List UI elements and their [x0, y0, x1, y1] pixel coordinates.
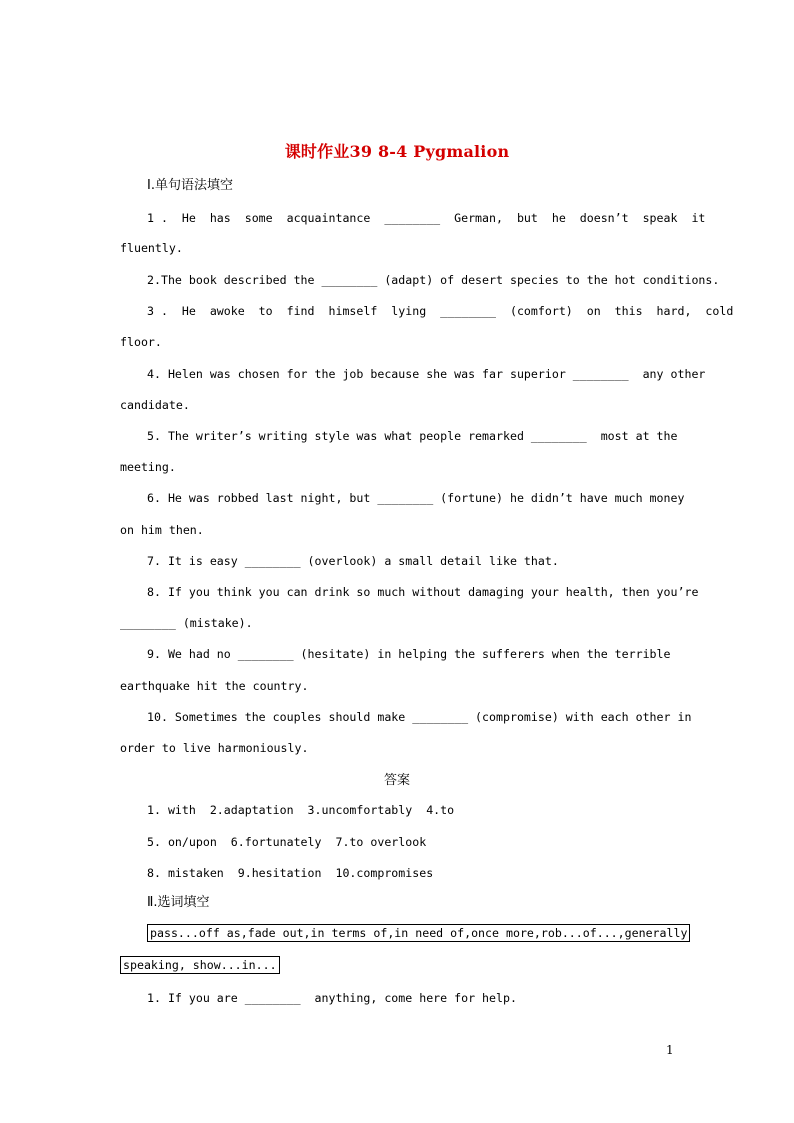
section1-heading: Ⅰ.单句语法填空	[147, 178, 233, 193]
question-line: 8. If you think you can drink so much without damaging your health, then you’re	[147, 585, 699, 599]
question-line: earthquake hit the country.	[120, 679, 309, 693]
question-line: 9. We had no ________ (hesitate) in helping the sufferers when the terrible	[147, 647, 671, 661]
question-line: on him then.	[120, 523, 204, 537]
answer-line: 8. mistaken 9.hesitation 10.compromises	[147, 866, 434, 880]
answer-line: 1. with 2.adaptation 3.uncomfortably 4.to	[147, 803, 455, 817]
question-line: 10. Sometimes the couples should make ________ (compromise) with each other in	[147, 710, 692, 724]
page-number: 1	[666, 1043, 674, 1057]
question-line: 3 . He awoke to find himself lying ________ (comfort) on this hard, cold	[147, 304, 734, 318]
page-title: 课时作业39 8-4 Pygmalion	[284, 142, 510, 161]
word-bank-box: pass...off as,fade out,in terms of,in need of,once more,rob...of...,generally	[147, 924, 690, 942]
word-box-line1	[147, 925, 690, 941]
question-line: candidate.	[120, 398, 190, 412]
question-line: 4. Helen was chosen for the job because she was far superior ________ any other	[147, 367, 706, 381]
question-line: 1 . He has some acquaintance ________ German, but he doesn’t speak it	[147, 211, 706, 225]
section2-heading: Ⅱ.选词填空	[147, 895, 210, 910]
question-line: 2.The book described the ________ (adapt) of desert species to the hot conditions.	[147, 273, 720, 287]
question-line: 6. He was robbed last night, but ________ (fortune) he didn’t have much money	[147, 491, 685, 505]
question-line: 5. The writer’s writing style was what people remarked ________ most at the	[147, 429, 678, 443]
answers-heading: 答案	[383, 773, 410, 788]
question-line: ________ (mistake).	[120, 616, 253, 630]
word-bank-box-continued: speaking, show...in...	[120, 956, 280, 974]
question-line: floor.	[120, 335, 162, 349]
question-line: 7. It is easy ________ (overlook) a small detail like that.	[147, 554, 559, 568]
question-line: fluently.	[120, 241, 183, 255]
answer-line: 5. on/upon 6.fortunately 7.to overlook	[147, 835, 427, 849]
question-line: order to live harmoniously.	[120, 741, 309, 755]
question-line: 1. If you are ________ anything, come here for help.	[147, 991, 517, 1005]
word-box-line2	[120, 957, 280, 973]
question-line: meeting.	[120, 460, 176, 474]
